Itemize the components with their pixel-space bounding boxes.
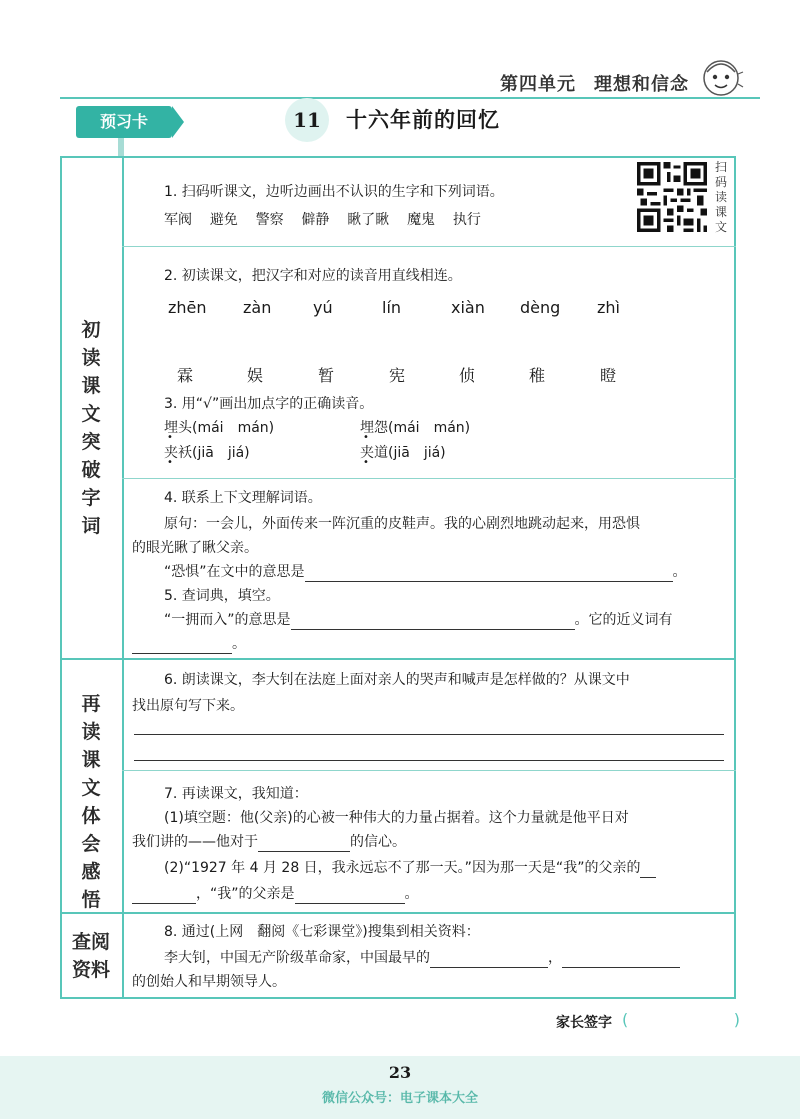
row-divider — [122, 246, 736, 247]
q5-instruction: 5. 查词典，填空。 — [164, 588, 280, 604]
pinyin-item[interactable]: zhì — [597, 298, 620, 317]
q1-word-list — [164, 210, 481, 230]
q6-instruction-line2: 找出原句写下来。 — [132, 698, 244, 714]
pinyin-item[interactable]: xiàn — [451, 298, 485, 317]
lesson-title: 十六年前的回忆 — [346, 108, 500, 132]
pinyin-item[interactable]: zhēn — [168, 298, 207, 317]
section-label-first-reading: 初读课文 突破字词 — [81, 319, 120, 537]
q7-confidence-blank[interactable] — [258, 835, 350, 852]
page-number: 23 — [388, 1063, 412, 1082]
q8-instruction: 8. 通过(上网 翻阅《七彩课堂》)搜集到相关资料： — [164, 924, 480, 940]
q6-answer-line[interactable] — [134, 734, 724, 735]
q6-instruction-line1: 6. 朗读课文，李大钊在法庭上面对亲人的哭声和喊声是怎样做的？从课文中 — [164, 672, 630, 688]
hanzi-item[interactable]: 宪 — [389, 366, 406, 385]
q3-item[interactable]: 埋怨(mái mán) — [360, 420, 471, 436]
pinyin-item[interactable]: zàn — [243, 298, 272, 317]
q7-instruction: 7. 再读课文，我知道： — [164, 786, 308, 802]
word: 执行 — [452, 212, 481, 228]
header-divider — [60, 97, 760, 99]
hanzi-item[interactable]: 侦 — [459, 366, 476, 385]
q4-sentence-line1: 原句：一会儿，外面传来一阵沉重的皮鞋声。我的心剧烈地跳动起来，用恐惧 — [164, 516, 640, 532]
hanzi-item[interactable]: 稚 — [529, 366, 546, 385]
q6-answer-line[interactable] — [134, 760, 724, 761]
word: 僻静 — [301, 212, 330, 228]
hanzi-item[interactable]: 娱 — [247, 366, 264, 385]
q7-date-blank-start[interactable] — [640, 861, 656, 878]
bracket-open-icon: ( — [622, 1010, 629, 1029]
row-divider — [122, 478, 736, 479]
section-label-second-reading: 再读课文 体会感悟 — [81, 693, 120, 911]
q7-item1-line2: 我们讲的——他对于 的信心。 — [132, 834, 406, 850]
word: 魔鬼 — [407, 212, 436, 228]
q4-answer-blank[interactable] — [305, 565, 673, 582]
section-divider — [60, 658, 736, 660]
q3-item[interactable]: 夹袄(jiā jiá) — [164, 445, 250, 461]
parent-signature-label: 家长签字 — [556, 1015, 612, 1031]
q5-synonym-blank[interactable] — [132, 637, 232, 654]
pinyin-item[interactable]: yú — [313, 298, 333, 317]
scan-to-read-label: 扫码读课文 — [714, 160, 727, 234]
section-divider — [60, 912, 736, 914]
q7-date-blank[interactable] — [132, 887, 196, 904]
q2-instruction: 2. 初读课文，把汉字和对应的读音用直线相连。 — [164, 268, 462, 284]
word: 警察 — [255, 212, 284, 228]
row-divider — [122, 770, 736, 771]
q7-item1-line1: (1)填空题：他(父亲)的心被一种伟大的力量占据着。这个力量就是他平日对 — [164, 810, 629, 826]
preview-card-badge: 预习卡 — [76, 106, 172, 138]
pinyin-item[interactable]: dèng — [520, 298, 561, 317]
pinyin-item[interactable]: lín — [382, 298, 402, 317]
parent-signature-field[interactable] — [622, 1010, 740, 1032]
q8-line2: 的创始人和早期领导人。 — [132, 974, 286, 990]
wechat-account: 微信公众号：电子课本大全 — [321, 1091, 478, 1106]
word: 军阀 — [164, 212, 192, 228]
q8-blank-2[interactable] — [562, 951, 680, 968]
q4-sentence-line2: 的眼光瞅了瞅父亲。 — [132, 540, 258, 556]
q5-prompt: “一拥而入”的意思是 。它的近义词有 — [164, 612, 673, 628]
bracket-close-icon: ) — [733, 1010, 740, 1029]
section-label-research: 查阅资料 — [72, 931, 111, 981]
column-divider — [122, 156, 124, 999]
q7-father-blank[interactable] — [295, 887, 405, 904]
mascot-icon — [698, 54, 744, 100]
q1-instruction: 1. 扫码听课文，边听边画出不认识的生字和下列词语。 — [164, 184, 504, 200]
hanzi-item[interactable]: 霖 — [177, 366, 194, 385]
q4-prompt: “恐惧”在文中的意思是 。 — [164, 564, 687, 580]
word: 瞅了瞅 — [347, 212, 390, 228]
q3-instruction: 3. 用“√”画出加点字的正确读音。 — [164, 396, 374, 412]
q4-instruction: 4. 联系上下文理解词语。 — [164, 490, 322, 506]
q5-meaning-blank[interactable] — [291, 613, 575, 630]
q3-item[interactable]: 埋头(mái mán) — [164, 420, 275, 436]
badge-post — [118, 138, 124, 158]
q3-item[interactable]: 夹道(jiā jiá) — [360, 445, 446, 461]
q7-item2-line2: ，“我”的父亲是 。 — [132, 884, 419, 904]
lesson-number: 11 — [285, 98, 329, 142]
q8-line1: 李大钊，中国无产阶级革命家，中国最早的 ， — [164, 948, 680, 968]
q8-blank-1[interactable] — [430, 951, 548, 968]
unit-title: 第四单元 理想和信念 — [500, 74, 689, 95]
q7-item2-line1: (2)“1927 年 4 月 28 日，我永远忘不了那一天。”因为那一天是“我”的父亲的 — [164, 858, 656, 878]
hanzi-item[interactable]: 瞪 — [600, 366, 617, 385]
q5-synonym-line: 。 — [132, 634, 246, 654]
hanzi-item[interactable]: 暂 — [318, 366, 335, 385]
qr-code-icon[interactable] — [637, 162, 707, 232]
word: 避免 — [209, 212, 238, 228]
